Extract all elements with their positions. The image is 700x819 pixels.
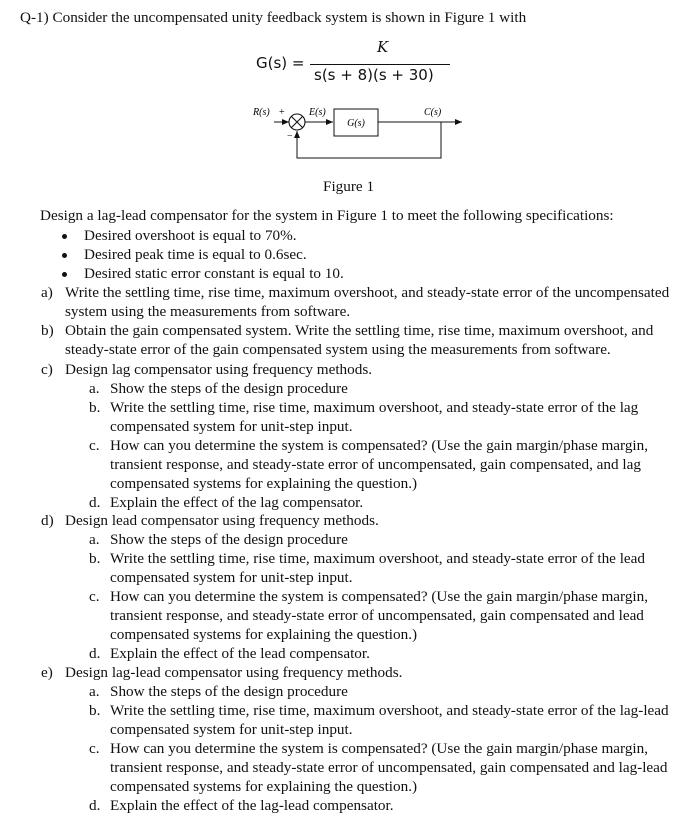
subpart-text: compensated system for unit-step input. [110,418,353,435]
part-label: c) [41,361,53,378]
subpart-text: Write the settling time, rise time, maximum overshoot, and steady-state error of the lag [110,399,639,416]
spec-text: Desired overshoot is equal to 70%. [84,227,297,244]
subpart-label: b. [89,550,101,567]
subpart-text: compensated systems for explaining the question.) [110,475,418,492]
figure-caption: Figure 1 [323,178,375,195]
subpart-text: Explain the effect of the lag-lead compensator. [110,797,394,814]
subpart-label: d. [89,797,101,814]
subpart-text: Show the steps of the design procedure [110,683,348,700]
subpart-label: c. [89,437,100,454]
subpart-text: transient response, and steady-state error of uncompensated, gain compensated and lag-lead [110,759,668,776]
transfer-function-equation [244,38,454,88]
plus-sign: + [279,107,285,118]
part-text: Obtain the gain compensated system. Write the settling time, rise time, maximum overshoot, and [65,322,654,339]
subpart-text: compensated system for unit-step input. [110,721,353,738]
spec-text: Desired static error constant is equal to 10. [84,265,344,282]
spec-text: Desired peak time is equal to 0.6sec. [84,246,307,263]
subpart-label: b. [89,702,101,719]
plant-block-label: G(s) [347,118,365,129]
subpart-label: c. [89,588,100,605]
subpart-label: d. [89,645,101,662]
part-text: Write the settling time, rise time, maximum overshoot, and steady-state error of the uncompensated [65,284,670,301]
subpart-text: compensated systems for explaining the question.) [110,778,418,795]
minus-sign: − [287,131,293,142]
part-text: Design lag compensator using frequency methods. [65,361,373,378]
subpart-label: b. [89,399,101,416]
subpart-text: Show the steps of the design procedure [110,380,348,397]
subpart-label: a. [89,380,100,397]
question-title: Q-1) Consider the uncompensated unity feedback system is shown in Figure 1 with [20,9,527,26]
spec-item [66,227,297,245]
intro-text: Design a lag-lead compensator for the system in Figure 1 to meet the following specifications: [40,207,614,224]
part-label: a) [41,284,53,301]
subpart-text: compensated system for unit-step input. [110,569,353,586]
subpart-label: a. [89,683,100,700]
subpart-text: How can you determine the system is compensated? (Use the gain margin/phase margin, [110,437,649,454]
block-diagram [240,98,480,173]
subpart-label: a. [89,531,100,548]
equation-denominator: s(s + 8)(s + 30) [314,66,434,84]
subpart-text: transient response, and steady-state error of uncompensated, gain compensated and lead [110,607,644,624]
part-label: b) [41,322,54,339]
part-text: Design lag-lead compensator using frequency methods. [65,664,403,681]
subpart-text: Explain the effect of the lag compensator. [110,494,364,511]
part-text: system using the measurements from software. [65,303,351,320]
equation-numerator: K [377,38,389,56]
subpart-text: Show the steps of the design procedure [110,531,348,548]
part-label: e) [41,664,53,681]
part-text: Design lead compensator using frequency methods. [65,512,379,529]
subpart-text: Write the settling time, rise time, maximum overshoot, and steady-state error of the lead [110,550,646,567]
spec-item [66,265,344,283]
subpart-text: How can you determine the system is compensated? (Use the gain margin/phase margin, [110,588,649,605]
subpart-text: Explain the effect of the lead compensator. [110,645,370,662]
spec-item [66,246,307,264]
equation-lhs: G(s) = [256,54,305,72]
summing-junction [289,114,305,130]
input-label: R(s) [253,107,270,118]
subpart-text: transient response, and steady-state error of uncompensated, gain compensated, and lag [110,456,641,473]
subpart-text: compensated systems for explaining the question.) [110,626,418,643]
output-label: C(s) [424,107,442,118]
part-label: d) [41,512,54,529]
subpart-text: Write the settling time, rise time, maximum overshoot, and steady-state error of the lag-lead [110,702,669,719]
part-text: steady-state error of the gain compensated system using the measurements from software. [65,341,611,358]
fraction-bar [310,64,450,65]
subpart-text: How can you determine the system is compensated? (Use the gain margin/phase margin, [110,740,649,757]
error-label: E(s) [309,107,326,118]
subpart-label: d. [89,494,101,511]
subpart-label: c. [89,740,100,757]
